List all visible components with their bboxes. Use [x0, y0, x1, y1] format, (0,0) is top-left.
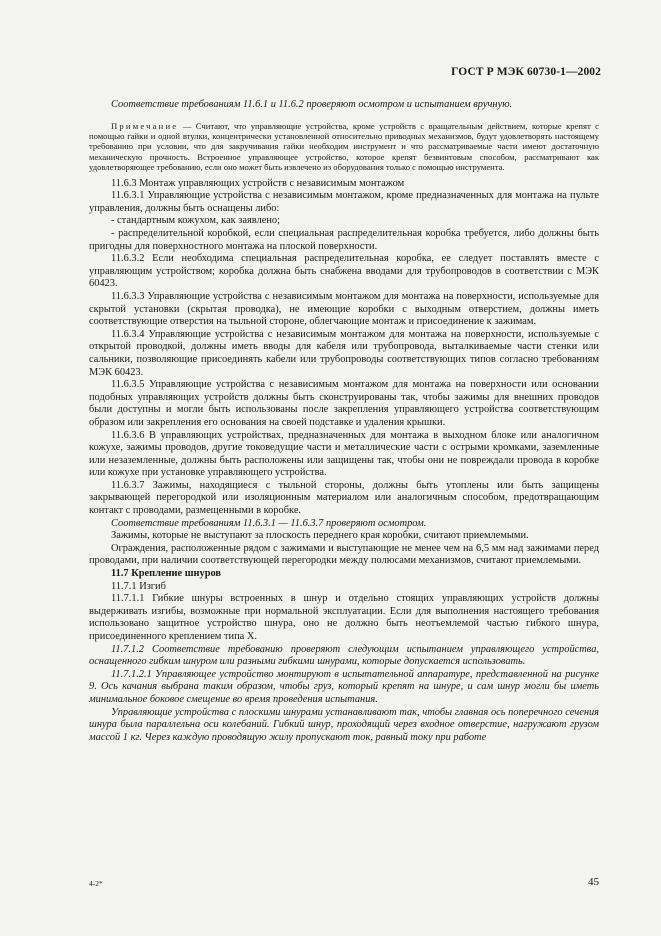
list-item-1: - стандартным кожухом, как заявлено; — [111, 215, 280, 227]
compliance-paragraph-1: Соответствие требованиям 11.6.1 и 11.6.2 проверяют осмотром и испытанием вручную. — [111, 99, 513, 110]
page-body — [89, 99, 599, 744]
clause-11-6-3-2: 11.6.3.2 Если необходима специальная распределительная коробка, ее следует поставлять вместе с управляющим устройством; коробка должна быть снабжена вводами для трубопроводов в соответствии с МЭК 60423. — [89, 253, 599, 290]
clause-11-6-3-4: 11.6.3.4 Управляющие устройства с независимым монтажом для монтажа на поверхности, используемые с открытой проводкой, должны иметь вводы для кабеля или трубопровода, выталкиваемые части стенки или сальники, позволяющие присоединять кабели или трубопроводы соответствующих типов согласно требованиям МЭК 60423. — [89, 328, 599, 378]
note-label: Примечание — [111, 120, 179, 131]
standard-header: ГОСТ Р МЭК 60730-1—2002 — [451, 66, 601, 78]
flat-cord-paragraph: Управляющие устройства с плоскими шнурами устанавливают так, чтобы главная ось поперечного сечения шнура была параллельна оси колебаний. Гибкий шнур, проходящий через входное отверстие, нагружают грузом массой 1 кг. Через каждую проводящую жилу пропускают ток, равный току при работе — [89, 706, 599, 743]
clause-11-6-3-1: 11.6.3.1 Управляющие устройства с независимым монтажом, кроме предназначенных для монтажа на пульте управления, должны быть оснащены либо: — [89, 190, 599, 214]
section-heading-11-7: 11.7 Крепление шнуров — [111, 568, 222, 580]
clause-11-6-3-7: 11.6.3.7 Зажимы, находящиеся с тыльной стороны, должны быть утоплены или быть защищены закрывающей перегородкой или изоляционным материалом или аналогичным способом, предотвращающим контакт с проводами, размещенными в коробке. — [89, 479, 599, 517]
list-item-2: - распределительной коробкой, если специальная распределительная коробка требуется, либо должны быть пригодны для поверхностного монтажа на плоской поверхности. — [89, 228, 599, 252]
compliance-paragraph-2: Соответствие требованиям 11.6.3.1 — 11.6.3.7 проверяют осмотром. — [111, 517, 427, 529]
clause-11-7-1-2-1: 11.7.1.2.1 Управляющее устройство монтируют в испытательной аппаратуре, представленной на рисунке 9. Ось качания выбрана таким образом, чтобы груз, который крепят на шнуре, и сам шнур могли бы иметь минимальное боковое смещение во время проведения испытания. — [89, 668, 599, 705]
acceptance-paragraph: Зажимы, которые не выступают за плоскость переднего края коробки, считают приемлемыми. — [111, 530, 529, 542]
note-paragraph — [89, 121, 599, 173]
clause-11-7-1: 11.7.1 Изгиб — [111, 580, 166, 592]
fence-paragraph: Ограждения, расположенные рядом с зажимами и выступающие не менее чем на 6,5 мм над зажимами перед проводами, при наличии соответствующей перегородки между полюсами механизмов, считают приемлемыми. — [89, 542, 599, 567]
clause-11-6-3-5: 11.6.3.5 Управляющие устройства с независимым монтажом для монтажа на поверхности или основании подобных управляющих устройств должны быть сконструированы так, чтобы зажимы для внешних проводов были доступны и могли быть использованы после закрепления управляющего устройства соответствующим образом или закрепления его основания на своей подставке и удаления крышки. — [89, 379, 599, 428]
clause-11-6-3-3: 11.6.3.3 Управляющие устройства с независимым монтажом для монтажа на поверхности, используемые для скрытой установки (скрытая проводка), не имеющие коробки с выходным отверстием, должны иметь соответствующие отверстия на тыльной стороне, облегчающие монтаж и присоединение к зажимам. — [89, 290, 599, 328]
clause-11-6-3-6: 11.6.3.6 В управляющих устройствах, предназначенных для монтажа в выходном блоке или аналогичном кожухе, зажимы проводов, другие токоведущие части и металлические части с острыми кромками, заземленные или незаземленные, должны быть расположены или защищены так, чтобы они не повреждали провода в коробке или кожухе при установке управляющего устройства. — [89, 429, 599, 479]
clause-11-6-3: 11.6.3 Монтаж управляющих устройств с независимым монтажом — [111, 177, 405, 189]
note-text: — Считают, что управляющие устройства, кроме устройств с вращательным действием, которые крепят с помощью гайки и одной втулки, концентрически установленной относительно приводных механизмов, будут удовлетворять настоящему требованию при условии, что для закручивания гайки необходим инструмент и что рассматриваемые части имеют достаточную механическую прочность. Встроенное управляющее устройство, которое крепят безвинтовым способом, рассматривают как удовлетворяющее требованию, если оно может быть извлечено из оборудования только с помощью инструмента. — [89, 120, 599, 173]
footer-sheet-mark: 4-2* — [89, 879, 103, 888]
clause-11-7-1-1: 11.7.1.1 Гибкие шнуры встроенных в шнур и отдельно стоящих управляющих устройств должны выдерживать изгибы, возможные при нормальной эксплуатации. Если для выполнения настоящего требования использовано защитное устройство шнура, оно не должно быть неотъемлемой частью гибкого шнура, присоединенного креплением типа X. — [89, 593, 599, 642]
page-number: 45 — [588, 876, 599, 888]
clause-11-7-1-2: 11.7.1.2 Соответствие требованию проверяют следующим испытанием управляющего устройства, оснащенного гибким шнуром или разными гибкими шнурами, которые допускается использовать. — [89, 643, 599, 668]
